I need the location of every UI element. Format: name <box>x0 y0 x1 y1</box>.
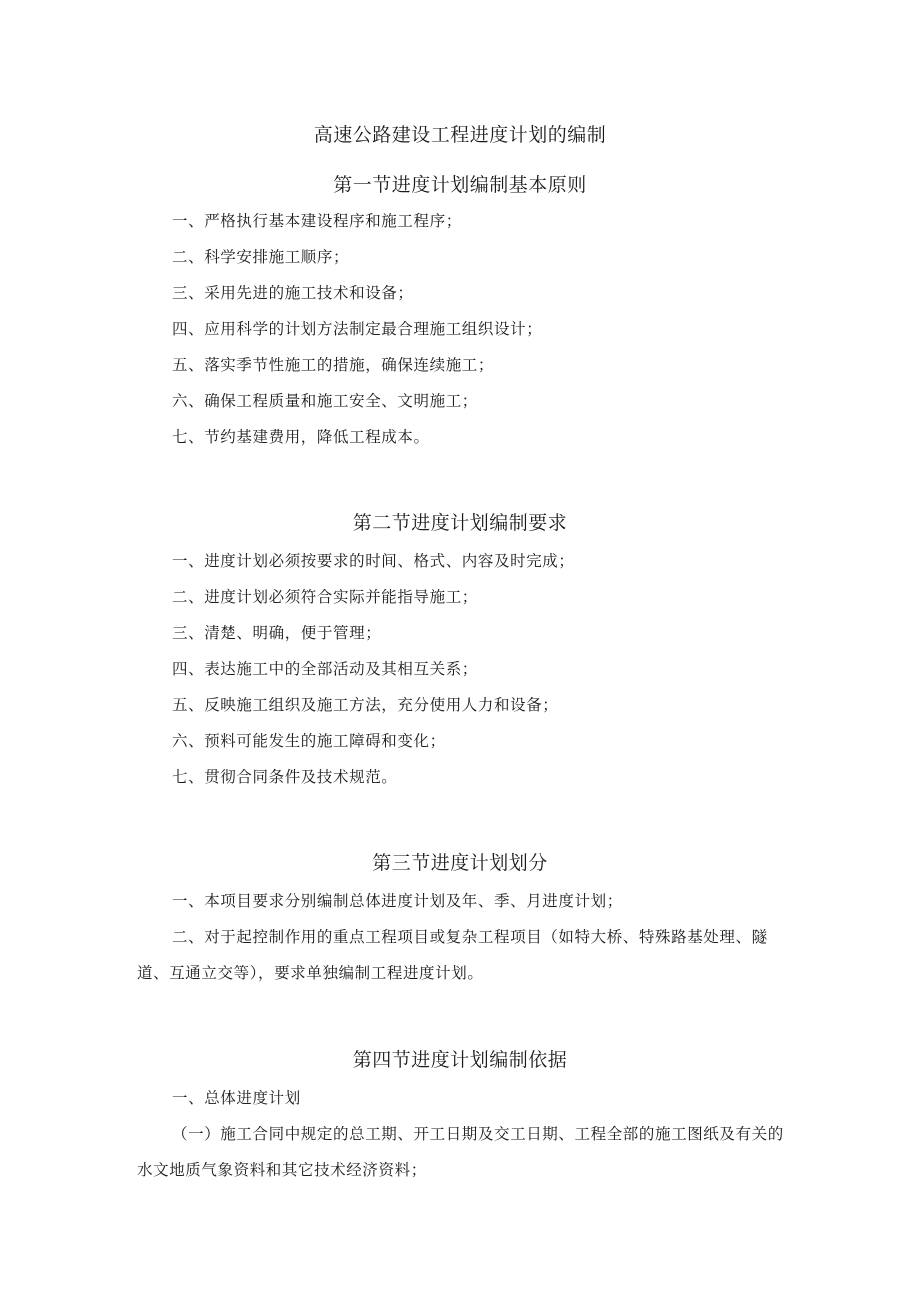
section-1-item-5: 五、落实季节性施工的措施，确保连续施工； <box>172 356 495 374</box>
section-2-title: 第二节进度计划编制要求 <box>352 512 568 534</box>
section-1-item-6: 六、确保工程质量和施工安全、文明施工； <box>172 392 478 410</box>
section-4-paragraph: （一）施工合同中规定的总工期、开工日期及交工日期、工程全部的施工图纸及有关的水文地质气象资料和其它技术经济资料； <box>137 1125 784 1179</box>
section-2-item-3: 三、清楚、明确，便于管理； <box>172 624 382 642</box>
section-4-title: 第四节进度计划编制依据 <box>352 1049 568 1071</box>
section-2-item-4: 四、表达施工中的全部活动及其相互关系； <box>172 660 478 678</box>
section-2-item-5: 五、反映施工组织及施工方法，充分使用人力和设备； <box>172 696 559 714</box>
section-2-item-1: 一、进度计划必须按要求的时间、格式、内容及时完成； <box>172 552 575 570</box>
section-1-item-3: 三、采用先进的施工技术和设备； <box>172 284 414 302</box>
section-2-item-7: 七、贯彻合同条件及技术规范。 <box>172 768 398 786</box>
section-1-item-1: 一、严格执行基本建设程序和施工程序； <box>172 212 462 230</box>
section-1-item-2: 二、科学安排施工顺序； <box>172 248 350 266</box>
section-4-item-1: 一、总体进度计划 <box>172 1089 301 1107</box>
section-1-item-4: 四、应用科学的计划方法制定最合理施工组织设计； <box>172 320 543 338</box>
section-3-item-1: 一、本项目要求分别编制总体进度计划及年、季、月进度计划； <box>172 892 623 910</box>
section-3-title: 第三节进度计划划分 <box>372 852 548 874</box>
section-2-item-6: 六、预料可能发生的施工障碍和变化； <box>172 732 446 750</box>
section-1-item-7: 七、节约基建费用，降低工程成本。 <box>172 428 430 446</box>
section-2-item-2: 二、进度计划必须符合实际并能指导施工； <box>172 588 478 606</box>
section-3-paragraph: 二、对于起控制作用的重点工程项目或复杂工程项目（如特大桥、特殊路基处理、隧道、互通立交等），要求单独编制工程进度计划。 <box>137 928 768 982</box>
section-1-title: 第一节进度计划编制基本原则 <box>333 174 587 196</box>
document-title: 高速公路建设工程进度计划的编制 <box>313 124 607 146</box>
